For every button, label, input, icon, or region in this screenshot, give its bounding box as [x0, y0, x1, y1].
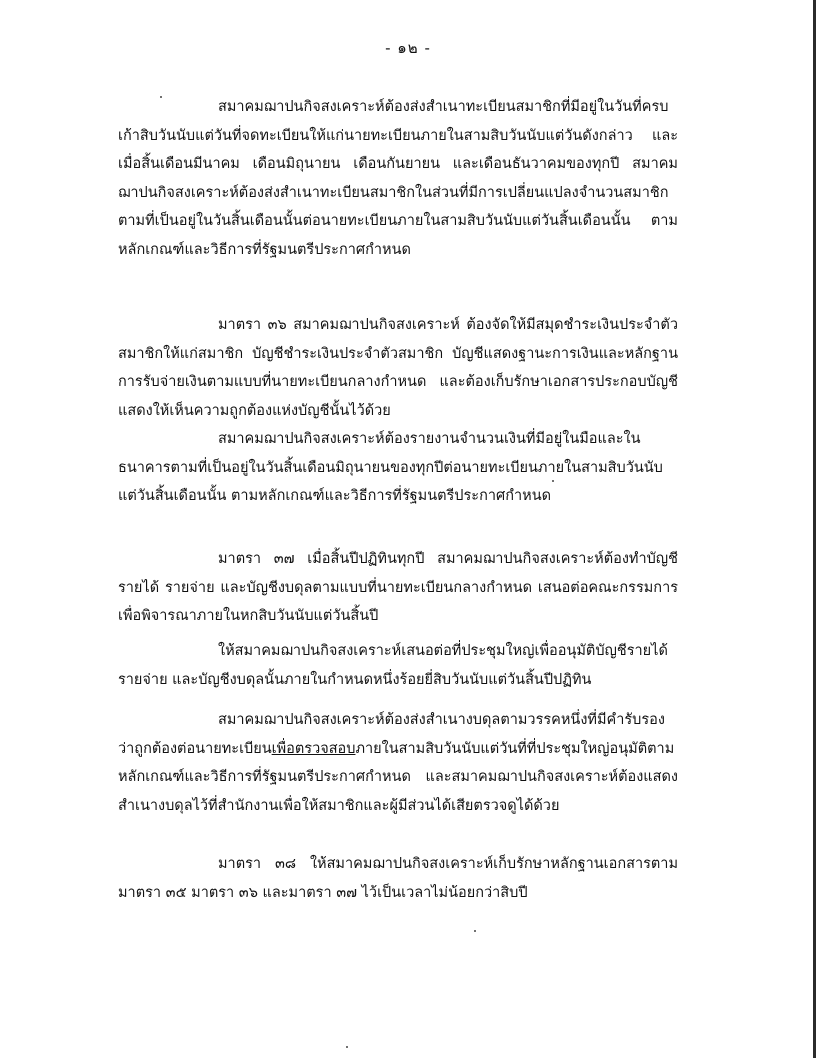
- scan-speck: [474, 930, 476, 932]
- paragraph-cash-report: สมาคมฌาปนกิจสงเคราะห์ต้องรายงานจำนวนเงินที่มีอยู่ในมือและในธนาคารตามที่เป็นอยู่ในวันสิ้นเดือนมิถุนายนของทุกปีต่อนายทะเบียนภายในสามสิบวันนับแต่วันสิ้นเดือนนั้น ตามหลักเกณฑ์และวิธีการที่รัฐมนตรีประกาศกำหนด: [118, 431, 663, 505]
- paragraph-section-36: มาตรา ๓๖ สมาคมฌาปนกิจสงเคราะห์ ต้องจัดให้มีสมุดชำระเงินประจำตัวสมาชิกให้แก่สมาชิก บัญชีชำระเงินประจำตัวสมาชิก บัญชีแสดงฐานะการเงินและหลักฐานการรับจ่ายเงินตามแบบที่นายทะเบียนกลางกำหนด และต้องเก็บรักษาเอกสารประกอบบัญชีแสดงให้เห็นความถูกต้องแห่งบัญชีนั้นไว้ด้วย: [118, 317, 678, 419]
- paragraph-section-37: มาตรา ๓๗ เมื่อสิ้นปีปฏิทินทุกปี สมาคมฌาปนกิจสงเคราะห์ต้องทำบัญชีรายได้ รายจ่าย และบัญชีงบดุลตามแบบที่นายทะเบียนกลางกำหนด เสนอต่อคณะกรรมการเพื่อพิจารณาภายในหกสิบวันนับแต่วันสิ้นปี: [118, 551, 678, 625]
- underlined-for-inspection: เพื่อตรวจสอบ: [271, 740, 356, 757]
- balance-sheet-text-before: สมาคมฌาปนกิจสงเคราะห์ต้องส่งสำเนางบดุลตามวรรคหนึ่งที่มีคำรับรองว่าถูกต้องต่อนายทะเบียน: [118, 712, 665, 757]
- balance-sheet-text-after: ภายในสามสิบวันนับแต่วันที่ที่ประชุมใหญ่อนุมัติตามหลักเกณฑ์และวิธีการที่รัฐมนตรีประกาศกำหนด และสมาคมฌาปนกิจสงเคราะห์ต้องแสดงสำเนางบดุลไว้ที่สำนักงานเพื่อให้สมาชิกและผู้มีส่วนได้เสียตรวจดูได้ด้วย: [118, 740, 678, 814]
- paragraph-member-registry: สมาคมฌาปนกิจสงเคราะห์ต้องส่งสำเนาทะเบียนสมาชิกที่มีอยู่ในวันที่ครบเก้าสิบวันนับแต่วันที่จดทะเบียนให้แก่นายทะเบียนภายในสามสิบวันนับแต่วันดังกล่าว และเมื่อสิ้นเดือนมีนาคม เดือนมิถุนายน เดือนกันยายน และเดือนธันวาคมของทุกปี สมาคมฌาปนกิจสงเคราะห์ต้องส่งสำเนาทะเบียนสมาชิกในส่วนที่มีการเปลี่ยนแปลงจำนวนสมาชิกตามที่เป็นอยู่ในวันสิ้นเดือนนั้นต่อนายทะเบียนภายในสามสิบวันนับแต่วันสิ้นเดือนนั้น ตามหลักเกณฑ์และวิธีการที่รัฐมนตรีประกาศกำหนด: [118, 99, 678, 258]
- scan-speck: [160, 96, 162, 98]
- page-number: - ๑๒ -: [385, 39, 431, 57]
- scan-speck: [346, 1046, 348, 1048]
- paragraph-general-meeting: ให้สมาคมฌาปนกิจสงเคราะห์เสนอต่อที่ประชุมใหญ่เพื่ออนุมัติบัญชีรายได้รายจ่าย และบัญชีงบดุลนั้นภายในกำหนดหนึ่งร้อยยี่สิบวันนับแต่วันสิ้นปีปฏิทิน: [118, 643, 668, 688]
- scan-speck: [552, 480, 554, 482]
- paragraph-section-38: มาตรา ๓๘ ให้สมาคมฌาปนกิจสงเคราะห์เก็บรักษาหลักฐานเอกสารตามมาตรา ๓๕ มาตรา ๓๖ และมาตรา ๓๗ ไว้เป็นเวลาไม่น้อยกว่าสิบปี: [118, 856, 678, 901]
- paragraph-balance-sheet-copy: [118, 706, 678, 820]
